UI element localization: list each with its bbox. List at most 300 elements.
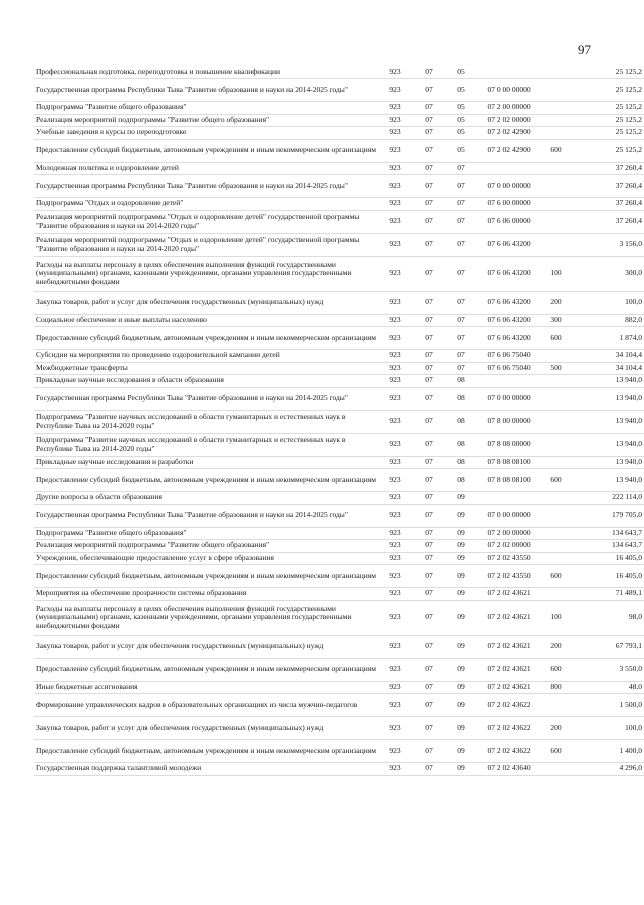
table-row bbox=[34, 588, 644, 601]
row-expense-type bbox=[542, 588, 570, 601]
row-target-article: 07 2 02 43621 bbox=[476, 588, 542, 601]
row-description: Государственная программа Республики Тыва "Развитие образования и науки на 2014-2025 годы" bbox=[34, 79, 378, 102]
row-target-article: 07 6 06 75040 bbox=[476, 350, 542, 363]
row-amount: 34 104,4 bbox=[570, 362, 644, 375]
row-expense-type bbox=[542, 198, 570, 211]
budget-table bbox=[34, 66, 644, 776]
row-subsection-code: 09 bbox=[446, 527, 476, 540]
table-row bbox=[34, 410, 644, 433]
row-amount: 37 260,4 bbox=[570, 162, 644, 175]
row-amount: 13 940,0 bbox=[570, 387, 644, 410]
row-section-code: 07 bbox=[412, 410, 446, 433]
row-admin-code: 923 bbox=[378, 127, 412, 140]
row-subsection-code: 07 bbox=[446, 198, 476, 211]
row-description: Предоставление субсидий бюджетным, автономным учреждениям и иным некоммерческим организациям bbox=[34, 139, 378, 162]
row-section-code: 07 bbox=[412, 527, 446, 540]
row-section-code: 07 bbox=[412, 763, 446, 776]
table-row bbox=[34, 387, 644, 410]
row-admin-code: 923 bbox=[378, 504, 412, 527]
row-target-article: 07 2 02 43621 bbox=[476, 658, 542, 681]
row-target-article: 07 2 02 43640 bbox=[476, 763, 542, 776]
row-description: Предоставление субсидий бюджетным, автономным учреждениям и иным некоммерческим организациям bbox=[34, 740, 378, 763]
row-section-code: 07 bbox=[412, 175, 446, 198]
row-subsection-code: 08 bbox=[446, 469, 476, 492]
table-row bbox=[34, 375, 644, 388]
table-row bbox=[34, 139, 644, 162]
row-section-code: 07 bbox=[412, 681, 446, 694]
row-expense-type: 600 bbox=[542, 139, 570, 162]
row-subsection-code: 05 bbox=[446, 79, 476, 102]
row-amount: 25 125,2 bbox=[570, 66, 644, 79]
row-subsection-code: 09 bbox=[446, 552, 476, 565]
row-section-code: 07 bbox=[412, 375, 446, 388]
row-target-article bbox=[476, 492, 542, 505]
row-description: Реализация мероприятий подпрограммы "Отдых и оздоровление детей" государственной программы "Развитие образования и науки на 2014-2020 годы" bbox=[34, 233, 378, 256]
row-target-article bbox=[476, 162, 542, 175]
row-subsection-code: 08 bbox=[446, 433, 476, 456]
row-admin-code: 923 bbox=[378, 233, 412, 256]
row-amount: 25 125,2 bbox=[570, 79, 644, 102]
row-target-article: 07 0 00 00000 bbox=[476, 79, 542, 102]
table-row bbox=[34, 527, 644, 540]
row-expense-type: 100 bbox=[542, 256, 570, 291]
row-target-article: 07 0 00 00000 bbox=[476, 175, 542, 198]
row-section-code: 07 bbox=[412, 588, 446, 601]
row-admin-code: 923 bbox=[378, 456, 412, 469]
row-admin-code: 923 bbox=[378, 492, 412, 505]
row-amount: 37 260,4 bbox=[570, 198, 644, 211]
row-admin-code: 923 bbox=[378, 694, 412, 717]
table-row bbox=[34, 256, 644, 291]
row-expense-type bbox=[542, 114, 570, 127]
row-subsection-code: 05 bbox=[446, 114, 476, 127]
row-subsection-code: 05 bbox=[446, 127, 476, 140]
row-description: Государственная поддержка талантливой молодежи bbox=[34, 763, 378, 776]
row-expense-type bbox=[542, 127, 570, 140]
row-section-code: 07 bbox=[412, 256, 446, 291]
row-amount: 882,0 bbox=[570, 314, 644, 327]
row-section-code: 07 bbox=[412, 210, 446, 233]
row-description: Закупка товаров, работ и услуг для обеспечения государственных (муниципальных) нужд bbox=[34, 291, 378, 314]
row-expense-type bbox=[542, 162, 570, 175]
table-row bbox=[34, 162, 644, 175]
row-description: Предоставление субсидий бюджетным, автономным учреждениям и иным некоммерческим организациям bbox=[34, 658, 378, 681]
row-section-code: 07 bbox=[412, 433, 446, 456]
row-target-article: 07 6 06 00000 bbox=[476, 210, 542, 233]
row-description: Учреждения, обеспечивающие предоставление услуг в сфере образования bbox=[34, 552, 378, 565]
row-amount: 37 260,4 bbox=[570, 175, 644, 198]
row-description: Формирование управленческих кадров в образовательных организациях из числа мужчин-педагогов bbox=[34, 694, 378, 717]
row-admin-code: 923 bbox=[378, 291, 412, 314]
row-expense-type bbox=[542, 210, 570, 233]
row-description: Подпрограмма "Развитие общего образования" bbox=[34, 527, 378, 540]
row-subsection-code: 05 bbox=[446, 139, 476, 162]
row-admin-code: 923 bbox=[378, 588, 412, 601]
row-expense-type bbox=[542, 233, 570, 256]
row-admin-code: 923 bbox=[378, 469, 412, 492]
row-amount: 13 940,0 bbox=[570, 456, 644, 469]
row-subsection-code: 08 bbox=[446, 456, 476, 469]
table-row bbox=[34, 600, 644, 635]
row-description: Предоставление субсидий бюджетным, автономным учреждениям и иным некоммерческим организациям bbox=[34, 327, 378, 350]
row-target-article: 07 2 02 43622 bbox=[476, 694, 542, 717]
row-admin-code: 923 bbox=[378, 79, 412, 102]
table-row bbox=[34, 540, 644, 553]
row-subsection-code: 09 bbox=[446, 635, 476, 658]
row-admin-code: 923 bbox=[378, 540, 412, 553]
row-target-article: 07 2 02 43621 bbox=[476, 600, 542, 635]
row-subsection-code: 09 bbox=[446, 565, 476, 588]
row-target-article: 07 2 02 43622 bbox=[476, 717, 542, 740]
row-section-code: 07 bbox=[412, 694, 446, 717]
table-row bbox=[34, 198, 644, 211]
row-admin-code: 923 bbox=[378, 433, 412, 456]
row-subsection-code: 05 bbox=[446, 66, 476, 79]
row-amount: 25 125,2 bbox=[570, 127, 644, 140]
row-subsection-code: 07 bbox=[446, 291, 476, 314]
row-expense-type bbox=[542, 102, 570, 115]
row-subsection-code: 09 bbox=[446, 504, 476, 527]
row-subsection-code: 09 bbox=[446, 717, 476, 740]
row-section-code: 07 bbox=[412, 740, 446, 763]
row-description: Иные бюджетные ассигнования bbox=[34, 681, 378, 694]
row-expense-type: 500 bbox=[542, 362, 570, 375]
row-subsection-code: 09 bbox=[446, 658, 476, 681]
row-amount: 13 940,0 bbox=[570, 375, 644, 388]
row-admin-code: 923 bbox=[378, 102, 412, 115]
row-subsection-code: 07 bbox=[446, 314, 476, 327]
row-expense-type bbox=[542, 527, 570, 540]
row-section-code: 07 bbox=[412, 114, 446, 127]
page-number: 97 bbox=[578, 42, 591, 57]
row-section-code: 07 bbox=[412, 456, 446, 469]
row-target-article: 07 6 06 43200 bbox=[476, 256, 542, 291]
row-target-article: 07 2 02 00000 bbox=[476, 114, 542, 127]
row-subsection-code: 07 bbox=[446, 256, 476, 291]
row-admin-code: 923 bbox=[378, 717, 412, 740]
table-row bbox=[34, 350, 644, 363]
row-subsection-code: 07 bbox=[446, 327, 476, 350]
row-amount: 67 793,1 bbox=[570, 635, 644, 658]
row-expense-type: 100 bbox=[542, 600, 570, 635]
row-subsection-code: 09 bbox=[446, 492, 476, 505]
row-description: Закупка товаров, работ и услуг для обеспечения государственных (муниципальных) нужд bbox=[34, 635, 378, 658]
row-description: Реализация мероприятий подпрограммы "Развитие общего образования" bbox=[34, 540, 378, 553]
row-expense-type: 600 bbox=[542, 327, 570, 350]
row-amount: 25 125,2 bbox=[570, 114, 644, 127]
row-expense-type: 600 bbox=[542, 740, 570, 763]
row-subsection-code: 09 bbox=[446, 588, 476, 601]
row-target-article: 07 6 00 00000 bbox=[476, 198, 542, 211]
table-row bbox=[34, 469, 644, 492]
row-amount: 16 405,0 bbox=[570, 552, 644, 565]
row-expense-type bbox=[542, 433, 570, 456]
row-amount: 16 405,0 bbox=[570, 565, 644, 588]
row-section-code: 07 bbox=[412, 658, 446, 681]
table-row bbox=[34, 175, 644, 198]
row-subsection-code: 08 bbox=[446, 387, 476, 410]
table-row bbox=[34, 327, 644, 350]
row-target-article: 07 0 00 00000 bbox=[476, 504, 542, 527]
row-description: Реализация мероприятий подпрограммы "Отдых и оздоровление детей" государственной программы "Развитие образования и науки на 2014-2020 годы" bbox=[34, 210, 378, 233]
row-target-article: 07 6 06 43200 bbox=[476, 314, 542, 327]
row-amount: 3 550,0 bbox=[570, 658, 644, 681]
row-target-article: 07 2 02 43621 bbox=[476, 635, 542, 658]
table-row bbox=[34, 717, 644, 740]
table-row bbox=[34, 233, 644, 256]
row-amount: 13 940,0 bbox=[570, 410, 644, 433]
row-target-article: 07 2 02 42900 bbox=[476, 127, 542, 140]
row-expense-type bbox=[542, 456, 570, 469]
row-admin-code: 923 bbox=[378, 314, 412, 327]
row-section-code: 07 bbox=[412, 233, 446, 256]
row-amount: 100,0 bbox=[570, 717, 644, 740]
row-subsection-code: 09 bbox=[446, 694, 476, 717]
row-amount: 25 125,2 bbox=[570, 102, 644, 115]
table-row bbox=[34, 127, 644, 140]
row-description: Реализация мероприятий подпрограммы "Развитие общего образования" bbox=[34, 114, 378, 127]
row-admin-code: 923 bbox=[378, 600, 412, 635]
table-row bbox=[34, 694, 644, 717]
row-expense-type: 600 bbox=[542, 565, 570, 588]
row-target-article: 07 8 08 08100 bbox=[476, 469, 542, 492]
row-section-code: 07 bbox=[412, 127, 446, 140]
row-expense-type bbox=[542, 763, 570, 776]
row-admin-code: 923 bbox=[378, 139, 412, 162]
row-expense-type bbox=[542, 66, 570, 79]
row-target-article: 07 2 00 00000 bbox=[476, 527, 542, 540]
row-section-code: 07 bbox=[412, 504, 446, 527]
row-expense-type bbox=[542, 492, 570, 505]
row-description: Подпрограмма "Развитие научных исследований в области гуманитарных и естественных наук в Республике Тыва на 2014-2020 годы" bbox=[34, 433, 378, 456]
row-amount: 134 643,7 bbox=[570, 540, 644, 553]
row-subsection-code: 05 bbox=[446, 102, 476, 115]
budget-table-body bbox=[34, 66, 644, 775]
row-expense-type bbox=[542, 410, 570, 433]
table-row bbox=[34, 763, 644, 776]
row-section-code: 07 bbox=[412, 540, 446, 553]
row-admin-code: 923 bbox=[378, 66, 412, 79]
row-description: Государственная программа Республики Тыва "Развитие образования и науки на 2014-2025 годы" bbox=[34, 175, 378, 198]
row-amount: 13 940,0 bbox=[570, 469, 644, 492]
row-section-code: 07 bbox=[412, 314, 446, 327]
row-amount: 98,0 bbox=[570, 600, 644, 635]
row-amount: 34 104,4 bbox=[570, 350, 644, 363]
table-row bbox=[34, 635, 644, 658]
row-description: Профессиональная подготовка, переподготовка и повышение квалификации bbox=[34, 66, 378, 79]
table-row bbox=[34, 362, 644, 375]
table-row bbox=[34, 314, 644, 327]
row-admin-code: 923 bbox=[378, 210, 412, 233]
row-admin-code: 923 bbox=[378, 375, 412, 388]
row-admin-code: 923 bbox=[378, 527, 412, 540]
row-section-code: 07 bbox=[412, 565, 446, 588]
row-amount: 1 400,0 bbox=[570, 740, 644, 763]
row-section-code: 07 bbox=[412, 162, 446, 175]
row-description: Учебные заведения и курсы по переподготовке bbox=[34, 127, 378, 140]
row-subsection-code: 07 bbox=[446, 162, 476, 175]
row-admin-code: 923 bbox=[378, 175, 412, 198]
row-target-article: 07 6 06 75040 bbox=[476, 362, 542, 375]
table-row bbox=[34, 658, 644, 681]
row-amount: 179 705,0 bbox=[570, 504, 644, 527]
row-expense-type: 200 bbox=[542, 291, 570, 314]
row-section-code: 07 bbox=[412, 102, 446, 115]
row-admin-code: 923 bbox=[378, 387, 412, 410]
row-admin-code: 923 bbox=[378, 740, 412, 763]
row-admin-code: 923 bbox=[378, 681, 412, 694]
row-expense-type: 800 bbox=[542, 681, 570, 694]
row-target-article: 07 2 02 42900 bbox=[476, 139, 542, 162]
row-admin-code: 923 bbox=[378, 635, 412, 658]
row-subsection-code: 09 bbox=[446, 681, 476, 694]
row-section-code: 07 bbox=[412, 362, 446, 375]
row-subsection-code: 07 bbox=[446, 175, 476, 198]
row-section-code: 07 bbox=[412, 717, 446, 740]
row-amount: 222 114,0 bbox=[570, 492, 644, 505]
row-expense-type bbox=[542, 387, 570, 410]
row-target-article bbox=[476, 66, 542, 79]
row-section-code: 07 bbox=[412, 635, 446, 658]
row-amount: 100,0 bbox=[570, 291, 644, 314]
row-description: Подпрограмма "Отдых и оздоровление детей" bbox=[34, 198, 378, 211]
row-section-code: 07 bbox=[412, 600, 446, 635]
table-row bbox=[34, 433, 644, 456]
row-section-code: 07 bbox=[412, 139, 446, 162]
row-description: Расходы на выплаты персоналу в целях обеспечения выполнения функций государственными (муниципальными) органами, казенными учреждениями, органами управления государственными внебюджетными фондами bbox=[34, 256, 378, 291]
row-target-article: 07 2 00 00000 bbox=[476, 102, 542, 115]
table-row bbox=[34, 681, 644, 694]
row-subsection-code: 09 bbox=[446, 600, 476, 635]
row-target-article: 07 2 02 43621 bbox=[476, 681, 542, 694]
row-section-code: 07 bbox=[412, 552, 446, 565]
row-description: Государственная программа Республики Тыва "Развитие образования и науки на 2014-2025 годы" bbox=[34, 387, 378, 410]
row-description: Другие вопросы в области образования bbox=[34, 492, 378, 505]
table-row bbox=[34, 740, 644, 763]
row-admin-code: 923 bbox=[378, 410, 412, 433]
row-subsection-code: 07 bbox=[446, 210, 476, 233]
row-target-article: 07 0 00 00000 bbox=[476, 387, 542, 410]
row-amount: 48,0 bbox=[570, 681, 644, 694]
row-target-article: 07 2 02 00000 bbox=[476, 540, 542, 553]
row-expense-type: 600 bbox=[542, 658, 570, 681]
row-section-code: 07 bbox=[412, 492, 446, 505]
row-amount: 37 260,4 bbox=[570, 210, 644, 233]
row-expense-type bbox=[542, 79, 570, 102]
table-row bbox=[34, 79, 644, 102]
row-expense-type bbox=[542, 540, 570, 553]
row-admin-code: 923 bbox=[378, 362, 412, 375]
table-row bbox=[34, 210, 644, 233]
row-subsection-code: 07 bbox=[446, 233, 476, 256]
row-section-code: 07 bbox=[412, 327, 446, 350]
row-admin-code: 923 bbox=[378, 552, 412, 565]
row-expense-type: 200 bbox=[542, 717, 570, 740]
row-amount: 300,0 bbox=[570, 256, 644, 291]
row-description: Подпрограмма "Развитие общего образования" bbox=[34, 102, 378, 115]
row-subsection-code: 07 bbox=[446, 350, 476, 363]
row-admin-code: 923 bbox=[378, 658, 412, 681]
row-section-code: 07 bbox=[412, 291, 446, 314]
row-description: Мероприятия на обеспечение прозрачности системы образования bbox=[34, 588, 378, 601]
row-subsection-code: 09 bbox=[446, 763, 476, 776]
row-target-article: 07 6 06 43200 bbox=[476, 233, 542, 256]
table-row bbox=[34, 291, 644, 314]
row-target-article: 07 8 08 08100 bbox=[476, 456, 542, 469]
row-description: Социальное обеспечение и иные выплаты населению bbox=[34, 314, 378, 327]
row-amount: 4 296,0 bbox=[570, 763, 644, 776]
row-target-article: 07 6 06 43200 bbox=[476, 327, 542, 350]
row-section-code: 07 bbox=[412, 387, 446, 410]
row-amount: 134 643,7 bbox=[570, 527, 644, 540]
row-admin-code: 923 bbox=[378, 198, 412, 211]
row-subsection-code: 09 bbox=[446, 540, 476, 553]
row-admin-code: 923 bbox=[378, 350, 412, 363]
row-description: Прикладные научные исследования в области образования bbox=[34, 375, 378, 388]
row-section-code: 07 bbox=[412, 350, 446, 363]
row-amount: 1 874,0 bbox=[570, 327, 644, 350]
row-subsection-code: 08 bbox=[446, 375, 476, 388]
table-row bbox=[34, 492, 644, 505]
row-description: Предоставление субсидий бюджетным, автономным учреждениям и иным некоммерческим организациям bbox=[34, 469, 378, 492]
row-description: Межбюджетные трансферты bbox=[34, 362, 378, 375]
row-admin-code: 923 bbox=[378, 565, 412, 588]
row-subsection-code: 08 bbox=[446, 410, 476, 433]
row-target-article: 07 2 02 43622 bbox=[476, 740, 542, 763]
row-admin-code: 923 bbox=[378, 763, 412, 776]
row-expense-type bbox=[542, 375, 570, 388]
row-description: Государственная программа Республики Тыва "Развитие образования и науки на 2014-2025 годы" bbox=[34, 504, 378, 527]
row-amount: 71 489,1 bbox=[570, 588, 644, 601]
table-row bbox=[34, 565, 644, 588]
row-subsection-code: 09 bbox=[446, 740, 476, 763]
row-expense-type bbox=[542, 552, 570, 565]
row-expense-type bbox=[542, 694, 570, 717]
row-description: Расходы на выплаты персоналу в целях обеспечения выполнения функций государственными (муниципальными) органами, казенными учреждениями, органами управления государственными внебюджетными фондами bbox=[34, 600, 378, 635]
row-description: Подпрограмма "Развитие научных исследований в области гуманитарных и естественных наук в Республике Тыва на 2014-2020 годы" bbox=[34, 410, 378, 433]
row-section-code: 07 bbox=[412, 79, 446, 102]
row-amount: 3 156,0 bbox=[570, 233, 644, 256]
row-expense-type: 300 bbox=[542, 314, 570, 327]
row-target-article: 07 8 00 00000 bbox=[476, 410, 542, 433]
row-target-article: 07 6 06 43200 bbox=[476, 291, 542, 314]
table-row bbox=[34, 114, 644, 127]
row-expense-type: 600 bbox=[542, 469, 570, 492]
row-description: Субсидии на мероприятия по проведению оздоровительной кампании детей bbox=[34, 350, 378, 363]
row-amount: 13 940,0 bbox=[570, 433, 644, 456]
row-target-article bbox=[476, 375, 542, 388]
row-section-code: 07 bbox=[412, 66, 446, 79]
row-amount: 25 125,2 bbox=[570, 139, 644, 162]
row-target-article: 07 2 02 43550 bbox=[476, 552, 542, 565]
row-section-code: 07 bbox=[412, 469, 446, 492]
row-description: Прикладные научные исследования и разработки bbox=[34, 456, 378, 469]
row-description: Закупка товаров, работ и услуг для обеспечения государственных (муниципальных) нужд bbox=[34, 717, 378, 740]
row-expense-type bbox=[542, 504, 570, 527]
row-admin-code: 923 bbox=[378, 327, 412, 350]
row-target-article: 07 2 02 43550 bbox=[476, 565, 542, 588]
table-row bbox=[34, 66, 644, 79]
row-admin-code: 923 bbox=[378, 256, 412, 291]
row-description: Предоставление субсидий бюджетным, автономным учреждениям и иным некоммерческим организациям bbox=[34, 565, 378, 588]
row-description: Молодежная политика и оздоровление детей bbox=[34, 162, 378, 175]
table-row bbox=[34, 504, 644, 527]
table-row bbox=[34, 102, 644, 115]
row-admin-code: 923 bbox=[378, 162, 412, 175]
row-section-code: 07 bbox=[412, 198, 446, 211]
row-expense-type bbox=[542, 175, 570, 198]
row-target-article: 07 8 08 00000 bbox=[476, 433, 542, 456]
